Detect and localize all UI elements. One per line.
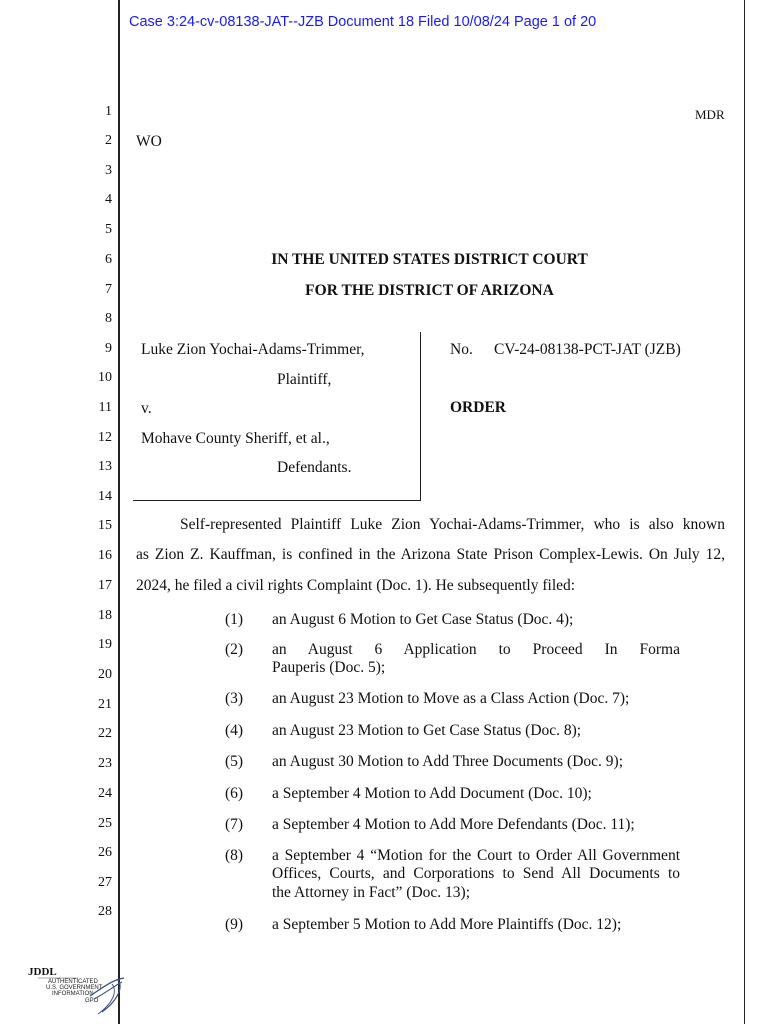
list-item: a September 5 Motion to Add More Plaintiffs (Doc. 12); bbox=[272, 916, 622, 933]
defendant-name: Mohave County Sheriff, et al., bbox=[141, 430, 330, 447]
line-number: 15 bbox=[98, 518, 112, 533]
list-item: a September 4 Motion to Add More Defendants (Doc. 11); bbox=[272, 816, 635, 833]
list-item: an August 23 Motion to Move as a Class Action (Doc. 7); bbox=[272, 690, 630, 707]
line-number: 12 bbox=[98, 430, 112, 445]
plaintiff-name: Luke Zion Yochai-Adams-Trimmer, bbox=[141, 341, 365, 358]
list-item: a September 4 “Motion for the Court to Order All Government bbox=[272, 847, 680, 864]
body-line-3: 2024, he filed a civil rights Complaint (Doc. 1). He subsequently filed: bbox=[136, 577, 576, 594]
line-number: 13 bbox=[98, 459, 112, 474]
list-number: (1) bbox=[225, 611, 244, 628]
list-item-continued: the Attorney in Fact” (Doc. 13); bbox=[272, 884, 471, 901]
line-number: 11 bbox=[98, 400, 112, 415]
list-item: an August 30 Motion to Add Three Documents (Doc. 9); bbox=[272, 753, 624, 770]
body-line-1: Self-represented Plaintiff Luke Zion Yochai-Adams-Trimmer, who is also known bbox=[180, 516, 725, 533]
line-number: 8 bbox=[105, 311, 112, 326]
list-number: (6) bbox=[225, 785, 244, 802]
list-number: (8) bbox=[225, 847, 244, 864]
line-number: 24 bbox=[98, 786, 112, 801]
logo-mark: JDDL bbox=[28, 966, 57, 978]
line-number: 18 bbox=[98, 608, 112, 623]
list-item: an August 23 Motion to Get Case Status (Doc. 8); bbox=[272, 722, 582, 739]
line-number: 28 bbox=[98, 904, 112, 919]
list-item-continued: Offices, Courts, and Corporations to Send All Documents to bbox=[272, 865, 680, 882]
line-number: 22 bbox=[98, 726, 112, 741]
line-number: 19 bbox=[98, 637, 112, 652]
list-number: (2) bbox=[225, 641, 244, 658]
list-number: (3) bbox=[225, 690, 244, 707]
list-number: (7) bbox=[225, 816, 244, 833]
gpo-authentication-seal bbox=[28, 966, 128, 1018]
ecf-header: Case 3:24-cv-08138-JAT--JZB Document 18 Filed 10/08/24 Page 1 of 20 bbox=[129, 14, 597, 30]
case-no-label: No. bbox=[450, 341, 473, 358]
logo-text: AUTHENTICATED bbox=[48, 979, 98, 985]
line-number: 14 bbox=[98, 489, 112, 504]
court-district: FOR THE DISTRICT OF ARIZONA bbox=[305, 282, 554, 299]
line-number: 5 bbox=[105, 222, 112, 237]
line-number: 3 bbox=[105, 163, 112, 178]
line-number: 4 bbox=[105, 192, 112, 207]
line-number: 6 bbox=[105, 252, 112, 267]
wo-mark: WO bbox=[136, 133, 162, 150]
line-number: 21 bbox=[98, 697, 112, 712]
line-number: 2 bbox=[105, 133, 112, 148]
versus: v. bbox=[141, 400, 152, 417]
eagle-swoosh-icon bbox=[28, 966, 128, 1018]
mdr-mark: MDR bbox=[695, 107, 725, 122]
plaintiff-label: Plaintiff, bbox=[277, 371, 332, 388]
document-title: ORDER bbox=[450, 399, 506, 416]
list-item: a September 4 Motion to Add Document (Doc. 10); bbox=[272, 785, 592, 802]
list-number: (9) bbox=[225, 916, 244, 933]
defendant-label: Defendants. bbox=[277, 459, 352, 476]
line-number: 20 bbox=[98, 667, 112, 682]
caption-bottom-rule bbox=[133, 500, 421, 501]
line-number: 10 bbox=[98, 370, 112, 385]
list-item: an August 6 Application to Proceed In Forma bbox=[272, 641, 680, 658]
logo-text: GPO bbox=[85, 998, 99, 1004]
line-number: 7 bbox=[105, 282, 112, 297]
line-number: 17 bbox=[98, 578, 112, 593]
list-number: (4) bbox=[225, 722, 244, 739]
right-margin-rule bbox=[744, 0, 745, 1024]
body-line-2: as Zion Z. Kauffman, is confined in the Arizona State Prison Complex-Lewis. On July 12, bbox=[136, 546, 725, 563]
line-number: 25 bbox=[98, 816, 112, 831]
list-item-continued: Pauperis (Doc. 5); bbox=[272, 659, 386, 676]
caption-vertical-rule bbox=[420, 332, 421, 501]
line-number: 16 bbox=[98, 548, 112, 563]
court-name: IN THE UNITED STATES DISTRICT COURT bbox=[271, 251, 588, 268]
logo-text: U.S. GOVERNMENT bbox=[46, 985, 103, 991]
list-number: (5) bbox=[225, 753, 244, 770]
line-number: 1 bbox=[105, 104, 112, 119]
list-item: an August 6 Motion to Get Case Status (Doc. 4); bbox=[272, 611, 574, 628]
line-number: 27 bbox=[98, 875, 112, 890]
case-number: CV-24-08138-PCT-JAT (JZB) bbox=[494, 341, 681, 358]
line-number: 9 bbox=[105, 341, 112, 356]
logo-text: INFORMATION bbox=[52, 991, 94, 997]
line-number: 23 bbox=[98, 756, 112, 771]
left-margin-rule bbox=[118, 0, 120, 1024]
line-number: 26 bbox=[98, 845, 112, 860]
